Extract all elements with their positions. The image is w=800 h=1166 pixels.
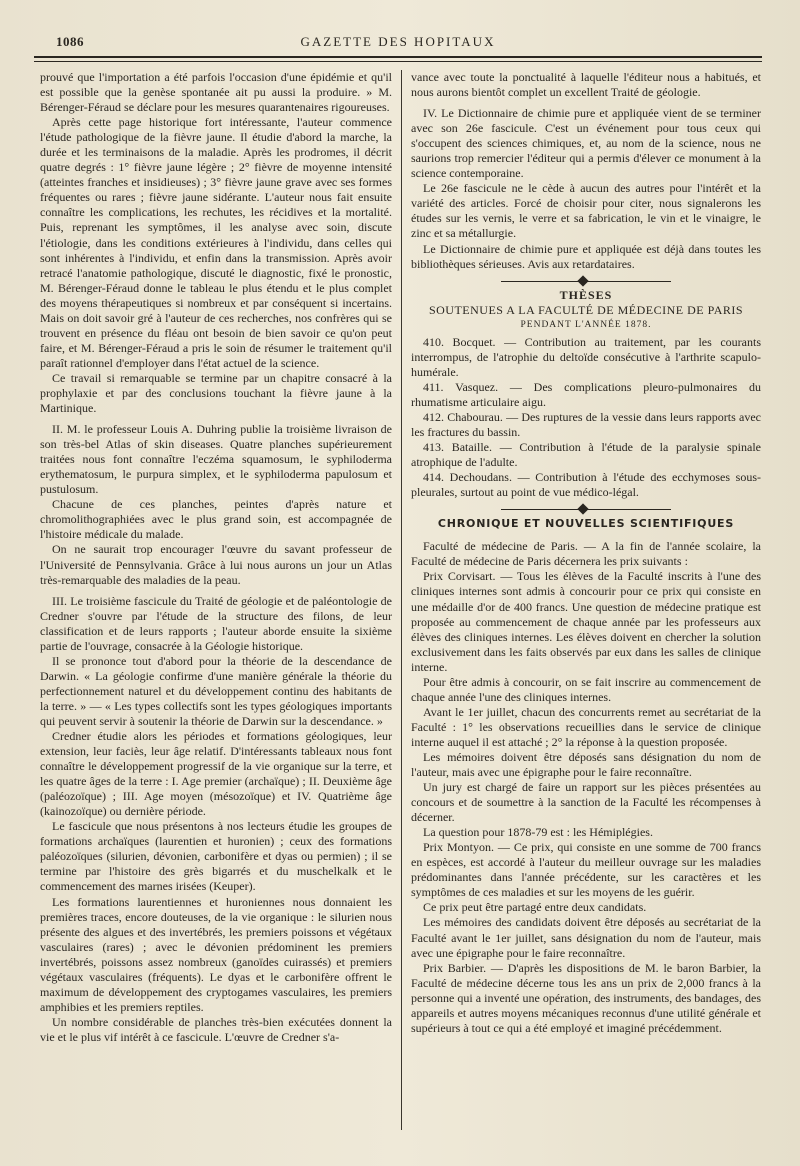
paragraph-section-iii: III. Le troisième fascicule du Traité de géologie et de paléontologie de Credner s'ouvre par l'étude de la structure des filons, de leur classification et de leurs rapports ; l'auteur aborde ensuite la sixième partie de l'ouvrage, consacrée à la Géologie historique. bbox=[40, 593, 392, 653]
theses-heading: THÈSES bbox=[559, 287, 613, 302]
paragraph: Ce travail si remarquable se termine par un chapitre consacré à la prophylaxie et par des conclusions touchant la fièvre jaune à la Martinique. bbox=[40, 370, 392, 416]
paragraph: Le Dictionnaire de chimie pure et appliquée est déjà dans toutes les bibliothèques sérieuses. Avis aux retardataires. bbox=[411, 241, 761, 271]
chronique-heading: CHRONIQUE ET NOUVELLES SCIENTIFIQUES bbox=[437, 517, 735, 531]
paragraph: Faculté de médecine de Paris. — A la fin de l'année scolaire, la Faculté de médecine de Paris décernera les prix suivants : bbox=[411, 539, 761, 569]
paragraph: Les formations laurentiennes et huroniennes nous donnaient les premières traces, encore douteuses, de la vie organique : le silurien nous présente des algues et des invertébrés, les premiers poissons et végétaux vasculaires (rares) ; avec le dévonien prédominent les premiers invertébrés, poissons assez nombreux (ganoïdes cuirassés) et premiers végétaux vasculaires (fréquents). Le dyas et le carbonifère offrent le maximum de développement des cryptogames vasculaires, les premiers amphibies et les premiers reptiles. bbox=[40, 894, 392, 1014]
paragraph: Un nombre considérable de planches très-bien exécutées donnent la vie et le plus vif intérêt à ce fascicule. L'œuvre de Credner s'a- bbox=[40, 1014, 392, 1044]
page-header bbox=[34, 30, 762, 52]
paragraph: Pour être admis à concourir, on se fait inscrire au commencement de chaque année l'une des cliniques internes. bbox=[411, 674, 761, 704]
paragraph: Les mémoires doivent être déposés sans désignation du nom de l'auteur, mais avec une épigraphe pour le faire reconnaître. bbox=[411, 749, 761, 780]
header-rule-thick bbox=[34, 56, 762, 58]
paragraph: Il se prononce tout d'abord pour la théorie de la descendance de Darwin. « La géologie confirme d'une manière générale la théorie du perfectionnement naturel et du développement continu des habitants de la terre. » — « Les types collectifs sont les types géologiques importants qui peuvent servir à soutenir la théorie de Darwin sur la descendance. » bbox=[40, 653, 392, 728]
journal-title: GAZETTE DES HOPITAUX bbox=[300, 34, 496, 49]
left-column bbox=[40, 70, 392, 1045]
paragraph: Prix Montyon. — Ce prix, qui consiste en une somme de 700 francs en espèces, est accordé à l'auteur du meilleur ouvrage sur les maladies prédominantes dans l'année précédente, sur les caractères et les symptômes de ces maladies et sur les moyens de les guérir. bbox=[411, 840, 761, 900]
paragraph: Un jury est chargé de faire un rapport sur les pièces présentées au concours et de soumettre à la sanction de la Faculté les récompenses à décerner. bbox=[411, 780, 761, 825]
paragraph: Ce prix peut être partagé entre deux candidats. bbox=[423, 900, 647, 915]
thesis-entry: 411. Vasquez. — Des complications pleuro-pulmonaires du rhumatisme articulaire aigu. bbox=[411, 379, 761, 409]
paragraph: Le 26e fascicule ne le cède à aucun des autres pour l'intérêt et la variété des articles. Forcé de choisir pour citer, nous signalerons les études sur les vernis, le verre et sa fabrication, le vin et le vinaigre, le zinc et sa métallurgie. bbox=[411, 181, 761, 241]
paragraph: Les mémoires des candidats doivent être déposés au secrétariat de la Faculté avant le 1er juillet, sans désignation du nom de l'auteur, mais avec une épigraphe pour le faire reconnaître. bbox=[411, 915, 761, 960]
ornament-divider bbox=[501, 278, 671, 284]
theses-period: PENDANT L'ANNÉE 1878. bbox=[520, 319, 652, 330]
paragraph: Le fascicule que nous présentons à nos lecteurs étudie les groupes de formations archaïques (laurentien et huronien) ; ceux des formations paléozoïques (silurien, dévonien, carbonifère et dyas ou permien) ; il se termine par l'histoire des grès bigarrés et du muschelkalk et le commencement des marnes irisées (Keuper). bbox=[40, 819, 392, 894]
ornament-divider bbox=[501, 506, 671, 512]
paragraph: prouvé que l'importation a été parfois l'occasion d'une épidémie et qu'il est possible que la genèse spontanée ait pu aussi la produire. » M. Bérenger-Féraud se déclare pour les mesures quarantenaires rigoureuses. bbox=[40, 70, 392, 115]
header-rule-thin bbox=[34, 61, 762, 62]
paragraph: vance avec toute la ponctualité à laquelle l'éditeur nous a habitués, et nous aurons bientôt complet un excellent Traité de géologie. bbox=[411, 70, 761, 100]
paragraph: La question pour 1878-79 est : les Hémiplégies. bbox=[423, 825, 653, 840]
thesis-entry: 413. Bataille. — Contribution à l'étude de la paralysie spinale atrophique de l'adulte. bbox=[411, 440, 761, 470]
thesis-entry: 410. Bocquet. — Contribution au traitement, par les courants interrompus, de l'atrophie du deltoïde consécutive à l'arthrite scapulo-humérale. bbox=[411, 334, 761, 379]
page-number: 1086 bbox=[56, 34, 84, 49]
paragraph: Prix Barbier. — D'après les dispositions de M. le baron Barbier, la Faculté de médecine décerne tous les ans un prix de 2,000 francs à la personne qui a inventé une opération, des instruments, des bandages, des appareils et autres moyens mécaniques reconnus d'une utilité générale et supérieurs à tout ce qui a été employé et imaginé précédemment. bbox=[411, 960, 761, 1035]
paragraph: On ne saurait trop encourager l'œuvre du savant professeur de l'Université de Pennsylvania. Grâce à lui nous aurons un jour un Atlas très-remarquable des maladies de la peau. bbox=[40, 542, 392, 587]
paragraph: Chacune de ces planches, peintes d'après nature et chromolithographiées avec le plus grand soin, est accompagnée de l'histoire médicale du malade. bbox=[40, 497, 392, 542]
paragraph-section-ii: II. M. le professeur Louis A. Duhring publie la troisième livraison de son très-bel Atlas of skin diseases. Quatre planches supérieurement traitées nous font connaître l'eczéma squamosum, le syphiloderma erythematosum, le purpura simplex, et le syphiloderma papulosum et pustulosum. bbox=[40, 422, 392, 497]
paragraph: Credner étudie alors les périodes et formations géologiques, leur extension, leur faciès, leur âge relatif. D'intéressants tableaux nous font connaître le développement progressif de la vie organique sur la terre, et les quatre âges de la terre : I. Age premier (archaïque) ; II. Deuxième âge (paléozoïque) ; III. Age moyen (mésozoïque) et IV. Quatrième âge (kainozoïque) ou dernière période. bbox=[40, 729, 392, 819]
paragraph: Après cette page historique fort intéressante, l'auteur commence l'étude pathologique de la fièvre jaune. Il étudie d'abord la marche, la durée et les terminaisons de la maladie. Après les prodromes, il décrit quatre degrés : 1° fièvre jaune légère ; 2° fièvre de moyenne intensité (atteintes franches et insidieuses) ; 3° fièvre jaune grave avec ses formes fréquentes ou rares ; fièvre jaune sidérante. L'auteur nous fait ensuite connaître les complications, les rechutes, les récidives et la mortalité. Puis, reprenant les symptômes, il les analyse avec soin, discute l'étiologie, dans les conditions extérieures à l'individu, dans celles qui sont inhérentes à l'individu, et enfin dans la transmission. Après avoir retracé l'anatomie pathologique, discuté le diagnostic, fixé le pronostic, M. Bérenger-Féraud donne le tableau le plus étendu et le plus complet des moyens thérapeutiques si nombreux et par conséquent si incertains. Mais on doit savoir gré à l'auteur de ces recherches, nos confrères qui se trouvent en présence du fléau ont besoin de bien savoir ce qu'on peut faire, et M. Bérenger-Féraud a pris le soin de résumer le traitement qu'il paraît rationnel d'employer dans l'état actuel de la science. bbox=[40, 115, 392, 370]
theses-subheading: SOUTENUES A LA FACULTÉ DE MÉDECINE DE PARIS bbox=[428, 302, 744, 317]
thesis-entry: 414. Dechoudans. — Contribution à l'étude des ecchymoses sous-pleurales, surtout au point de vue médico-légal. bbox=[411, 470, 761, 500]
right-column bbox=[411, 70, 761, 1036]
thesis-entry: 412. Chabourau. — Des ruptures de la vessie dans leurs rapports avec les fractures du bassin. bbox=[411, 409, 761, 440]
paragraph: Avant le 1er juillet, chacun des concurrents remet au secrétariat de la Faculté : 1° les observations recueillies dans le service de clinique interne auquel il est attaché ; 2° la réponse à la question proposée. bbox=[411, 704, 761, 749]
column-divider bbox=[401, 70, 402, 1130]
paragraph-section-iv: IV. Le Dictionnaire de chimie pure et appliquée vient de se terminer avec son 26e fascicule. C'est un événement pour tous ceux qui s'occupent des sciences chimiques, et, au nom de la science, nous ne saurions trop remercier l'éditeur qui a permis d'élever ce monument à la science contemporaine. bbox=[411, 106, 761, 181]
paragraph: Prix Corvisart. — Tous les élèves de la Faculté inscrits à l'une des cliniques internes sont admis à concourir pour ce prix qui consiste en une médaille d'or de 400 francs. Une question de médecine pratique est proposée au commencement de chaque année par les professeurs aux élèves des cliniques internes. Les élèves doivent en chercher la solution exclusivement dans les faits observés par eux dans les salles de clinique interne. bbox=[411, 569, 761, 674]
